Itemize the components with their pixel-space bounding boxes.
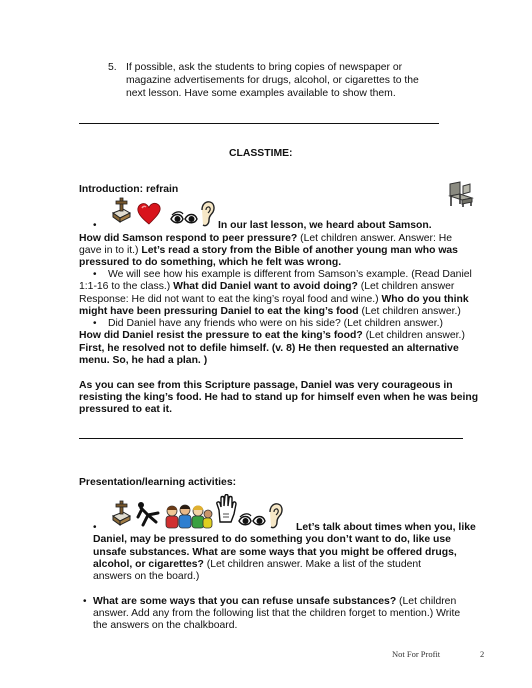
intro-line-5 xyxy=(79,294,469,306)
bible-cross-icon xyxy=(110,500,132,528)
divider-top xyxy=(79,123,439,124)
summary-line-2: resisting the king’s food. He had to stand up for himself even when he was being xyxy=(79,392,479,403)
pres-line-3-plain: (Let children answer. Make a list of the student xyxy=(203,559,422,570)
intro-line-2-plain: gave in to it.) xyxy=(79,245,142,256)
bible-cross-icon xyxy=(110,197,132,225)
intro-line-1-bold: How did Samson respond to peer pressure? xyxy=(79,233,298,244)
summary-line-1: As you can see from this Scripture passage, Daniel was very courageous in xyxy=(79,380,453,391)
intro-line-5-plain: Response: He did not want to eat the king’s royal food and wine.) xyxy=(79,294,382,305)
intro-line-1-plain: (Let children answer. Answer: He xyxy=(297,233,453,244)
ear-icon xyxy=(198,200,216,228)
summary-line-3: pressured to eat it. xyxy=(79,404,172,415)
intro-line-9: menu. So, he had a plan. ) xyxy=(79,355,208,366)
step-5-line-3: next lesson. Have some examples available to show them. xyxy=(126,88,396,99)
children-group-icon xyxy=(163,502,213,532)
intro-line-3: pressured to do something, which he felt was wrong. xyxy=(79,257,342,268)
intro-line-4-plain-2: (Let children answer xyxy=(357,281,455,292)
intro-line-6 xyxy=(79,306,461,318)
bullet-pres-2: • xyxy=(83,596,87,607)
footer-label: Not For Profit xyxy=(392,649,441,659)
introduction-label: Introduction: refrain xyxy=(79,184,179,195)
intro-line-2 xyxy=(79,245,458,257)
intro-line-4 xyxy=(79,281,454,293)
intro-line-7-plain: (Let children answer.) xyxy=(362,330,465,341)
pres-line-5 xyxy=(93,596,456,608)
intro-line-6-bold: might have been pressuring Daniel to eat the king’s food xyxy=(79,306,359,317)
step-5-number: 5. xyxy=(108,62,117,73)
intro-bullet-1-text: In our last lesson, we heard about Samson. xyxy=(218,220,432,231)
intro-bullet-2-text: We will see how his example is different from Samson’s example. (Read Daniel xyxy=(108,269,472,280)
intro-line-4-plain: 1:1-16 to the class.) xyxy=(79,281,174,292)
divider-middle xyxy=(79,438,463,439)
pres-line-3-bold: alcohol, or cigarettes? xyxy=(93,559,204,570)
intro-bullet-3-text: Did Daniel have any friends who were on his side? (Let children answer.) xyxy=(108,318,443,329)
hand-icon xyxy=(214,494,238,524)
intro-line-8: First, he resolved not to defile himself. (v. 8) He then requested an alternative xyxy=(79,343,459,354)
pres-line-5-bold: What are some ways that you can refuse unsafe substances? xyxy=(93,596,397,607)
intro-line-1 xyxy=(79,233,452,245)
eyes-icon xyxy=(170,211,198,227)
intro-line-4-bold: What did Daniel want to avoid doing? xyxy=(173,281,358,292)
page-number: 2 xyxy=(480,649,485,659)
pres-line-2: unsafe substances. What are some ways that you might be offered drugs, xyxy=(93,547,457,558)
chair-icon xyxy=(446,180,478,208)
stretching-person-icon xyxy=(134,500,162,528)
step-5-line-2: magazine advertisements for drugs, alcohol, or cigarettes to the xyxy=(126,75,419,86)
step-5-line-1: If possible, ask the students to bring copies of newspaper or xyxy=(126,62,403,73)
intro-line-6-plain: (Let children answer.) xyxy=(358,306,461,317)
classtime-heading: CLASSTIME: xyxy=(229,148,293,159)
presentation-label: Presentation/learning activities: xyxy=(79,477,237,488)
bullet-pres-1: • xyxy=(93,522,97,533)
bullet-intro-3: • xyxy=(93,318,97,329)
pres-line-6: answer. Add any from the following list that the children forget to mention.) Write xyxy=(93,608,461,619)
intro-line-7-bold: How did Daniel resist the pressure to eat the king’s food? xyxy=(79,330,363,341)
eyes-icon xyxy=(238,513,266,529)
bullet-intro-2: • xyxy=(93,269,97,280)
intro-line-2-bold: Let’s read a story from the Bible of another young man who was xyxy=(141,245,458,256)
pres-line-3 xyxy=(93,559,421,571)
ear-icon xyxy=(266,502,284,530)
heart-icon xyxy=(136,202,162,226)
intro-line-5-bold: Who do you think xyxy=(381,294,469,305)
pres-line-4: answers on the board.) xyxy=(93,571,200,582)
pres-line-5-plain: (Let children xyxy=(396,596,457,607)
pres-bullet-1-text: Let’s talk about times when you, like xyxy=(296,522,476,533)
bullet-intro-1: • xyxy=(93,220,97,231)
pres-line-7: the answers on the chalkboard. xyxy=(93,620,238,631)
intro-line-7 xyxy=(79,330,465,342)
pres-line-1: Daniel, may be pressured to do something you don’t want to do, like use xyxy=(93,534,451,545)
